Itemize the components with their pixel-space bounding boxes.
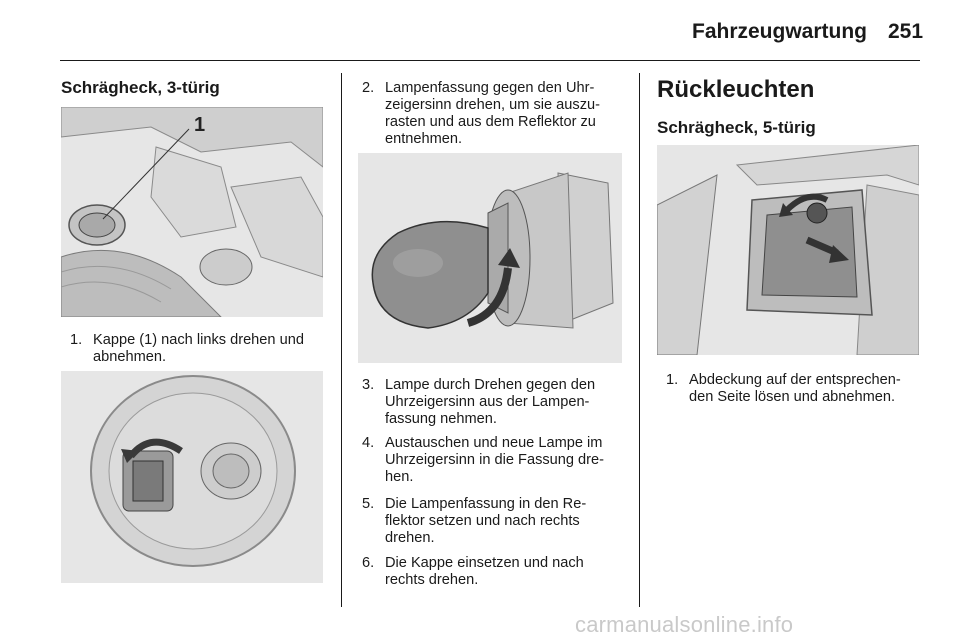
- step-text-line: rechts drehen.: [385, 572, 479, 588]
- step-text-line: Uhrzeigersinn in die Fassung dre-: [385, 452, 605, 468]
- page-number: 251: [888, 20, 924, 43]
- step-number: 3.: [362, 377, 375, 393]
- step-text-line: zeigersinn drehen, um sie auszu-: [385, 97, 600, 113]
- running-header-title: Fahrzeugwartung: [692, 20, 868, 43]
- step-text-line: hen.: [385, 469, 414, 485]
- illustration-lamp-socket-turn: [61, 371, 323, 583]
- step-text-line: fassung nehmen.: [385, 411, 497, 427]
- step-text-line: Kappe (1) nach links drehen und: [93, 332, 304, 348]
- step-middle-3: [362, 377, 634, 429]
- callout-label: 1: [194, 114, 206, 136]
- step-right-1: [666, 372, 928, 408]
- watermark: carmanualsonline.info: [575, 612, 794, 637]
- step-text-line: Lampe durch Drehen gegen den: [385, 377, 596, 393]
- step-text-line: Die Lampenfassung in den Re-: [385, 496, 587, 512]
- step-text-line: flektor setzen und nach rechts: [385, 513, 580, 529]
- step-text-line: Die Kappe einsetzen und nach: [385, 555, 584, 571]
- step-middle-2: [362, 80, 632, 150]
- step-text-line: Austauschen und neue Lampe im: [385, 435, 603, 451]
- section-title-rear-lights: Rückleuchten: [657, 76, 815, 103]
- step-number: 1.: [666, 372, 679, 388]
- step-text-line: Lampenfassung gegen den Uhr-: [385, 80, 595, 96]
- step-number: 5.: [362, 496, 375, 512]
- step-number: 2.: [362, 80, 375, 96]
- step-text-line: den Seite lösen und abnehmen.: [689, 389, 896, 405]
- step-middle-4: [362, 435, 634, 487]
- step-text-line: rasten und aus dem Reflektor zu: [385, 114, 596, 130]
- step-middle-5: [362, 496, 634, 548]
- step-number: 6.: [362, 555, 375, 571]
- step-number: 4.: [362, 435, 375, 451]
- section-heading-3-door: Schrägheck, 3-türig: [61, 78, 220, 97]
- step-text-line: entnehmen.: [385, 131, 463, 147]
- step-text-line: Uhrzeigersinn aus der Lampen-: [385, 394, 590, 410]
- step-middle-6: [362, 555, 634, 591]
- illustration-bulb-removal: [358, 153, 622, 363]
- step-text-line: drehen.: [385, 530, 435, 546]
- step-left-1: [70, 332, 332, 368]
- step-text-line: Abdeckung auf der entsprechen-: [689, 372, 901, 388]
- step-text-line: abnehmen.: [93, 349, 167, 365]
- header-rule: [60, 60, 920, 61]
- step-number: 1.: [70, 332, 83, 348]
- illustration-headlamp-cap: [61, 107, 323, 317]
- illustration-rear-cover: [657, 145, 919, 355]
- column-divider-left: [341, 73, 342, 607]
- section-heading-5-door: Schrägheck, 5-türig: [657, 118, 816, 137]
- column-divider-right: [639, 73, 640, 607]
